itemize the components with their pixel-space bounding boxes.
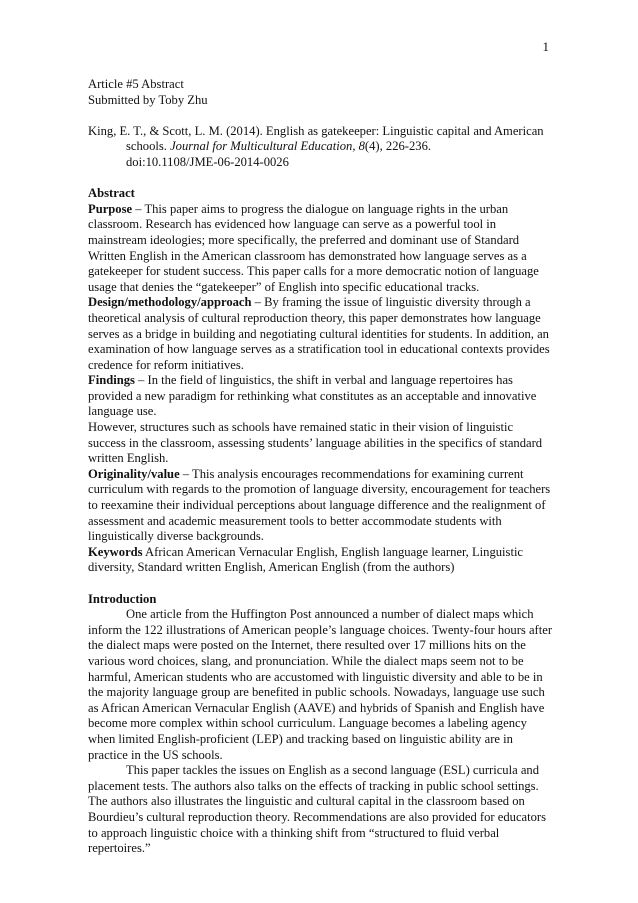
abstract-heading: Abstract [88,186,135,201]
page-number: 1 [542,39,549,54]
purpose-text: – This paper aims to progress the dialogue on language rights in the urban classroom. Research has evidenced how language can serve as a powerful tool in mainstream ideologies; more specifically, the preferred and dominant use of Standard Written English in the American classroom has demonstrated how language serves as a gatekeeper for student success. This paper calls for a more democratic notion of language usage that denies the “gatekeeper” of English into specific educational tracks. [88,201,539,294]
abstract-originality [88,467,554,545]
introduction-paragraph-2: This paper tackles the issues on English as a second language (ESL) curricula and placement tests. The authors also talks on the effects of tracking in public school settings. The authors also illustrates the linguistic and cultural capital in the classroom based on Bourdieu’s cultural reproduction theory. Recommendations are also provided for educators to approach linguistic choice with a thinking shift from “structured to fluid verbal repertoires.” [88,763,547,856]
citation-journal: Journal for Multicultural Education, 8 [170,139,365,154]
introduction-heading: Introduction [88,591,157,606]
design-label: Design/methodology/approach [88,295,252,310]
abstract-design [88,295,554,373]
abstract-keywords [88,545,554,576]
abstract-purpose [88,202,554,296]
abstract-findings-continued: However, structures such as schools have remained static in their vision of linguistic success in the classroom, assessing students’ language abilities in the specifics of standard written English. [88,420,543,466]
findings-label: Findings [88,373,135,388]
findings-text: – In the field of linguistics, the shift in verbal and language repertoires has provided a new paradigm for rethinking what constitutes as an acceptable and innovative language use. [88,373,537,419]
citation-authors-title: King, E. T., & Scott, L. M. (2014). English as gatekeeper: Linguistic capital and American schools. [88,123,544,154]
keywords-label: Keywords [88,544,143,559]
introduction-paragraph-1: One article from the Huffington Post announced a number of dialect maps which inform the 122 illustrations of American people’s language choices. Twenty-four hours after the dialect maps were posted on the Internet, there resulted over 17 millions hits on the various word choices, slang, and pronunciation. While the dialect maps seem not to be harmful, American students who are accustomed with linguistic diversity and able to be in the majority language group are benefited in public schools. Nowadays, language use such as African American Vernacular English (AAVE) and hybrids of Spanish and English have become more complex within school curriculum. Language becomes a labeling agency when limited English-proficient (LEP) and tracking based on linguistic ability are in practice in the US schools. [88,607,553,762]
design-text: – By framing the issue of linguistic diversity through a theoretical analysis of cultural reproduction theory, this paper demonstrates how language serves as a bridge in building and negotiating cultural identities for students. In addition, an examination of how language serves as a stratification tool in educational contexts provides credence for reform initiatives. [88,295,550,372]
originality-label: Originality/value [88,466,180,481]
citation-doi: doi:10.1108/JME-06-2014-0026 [126,154,289,169]
citation-issue-pages: (4), 226-236. [364,139,432,154]
keywords-text: African American Vernacular English, English language learner, Linguistic diversity, Standard written English, American English (from the authors) [88,544,524,575]
submitted-by: Submitted by Toby Zhu [88,92,208,107]
abstract-findings [88,373,554,420]
citation [88,124,554,171]
document-body [88,77,554,857]
originality-text: – This analysis encourages recommendations for examining current curriculum with regards to the promotion of language diversity, encouragement for teachers to reexamine their individual perceptions about language difference and the realignment of assessment and academic measurement tools to better accommodate students with linguistically diverse backgrounds. [88,466,551,544]
purpose-label: Purpose [88,201,133,216]
document-title: Article #5 Abstract [88,77,184,91]
